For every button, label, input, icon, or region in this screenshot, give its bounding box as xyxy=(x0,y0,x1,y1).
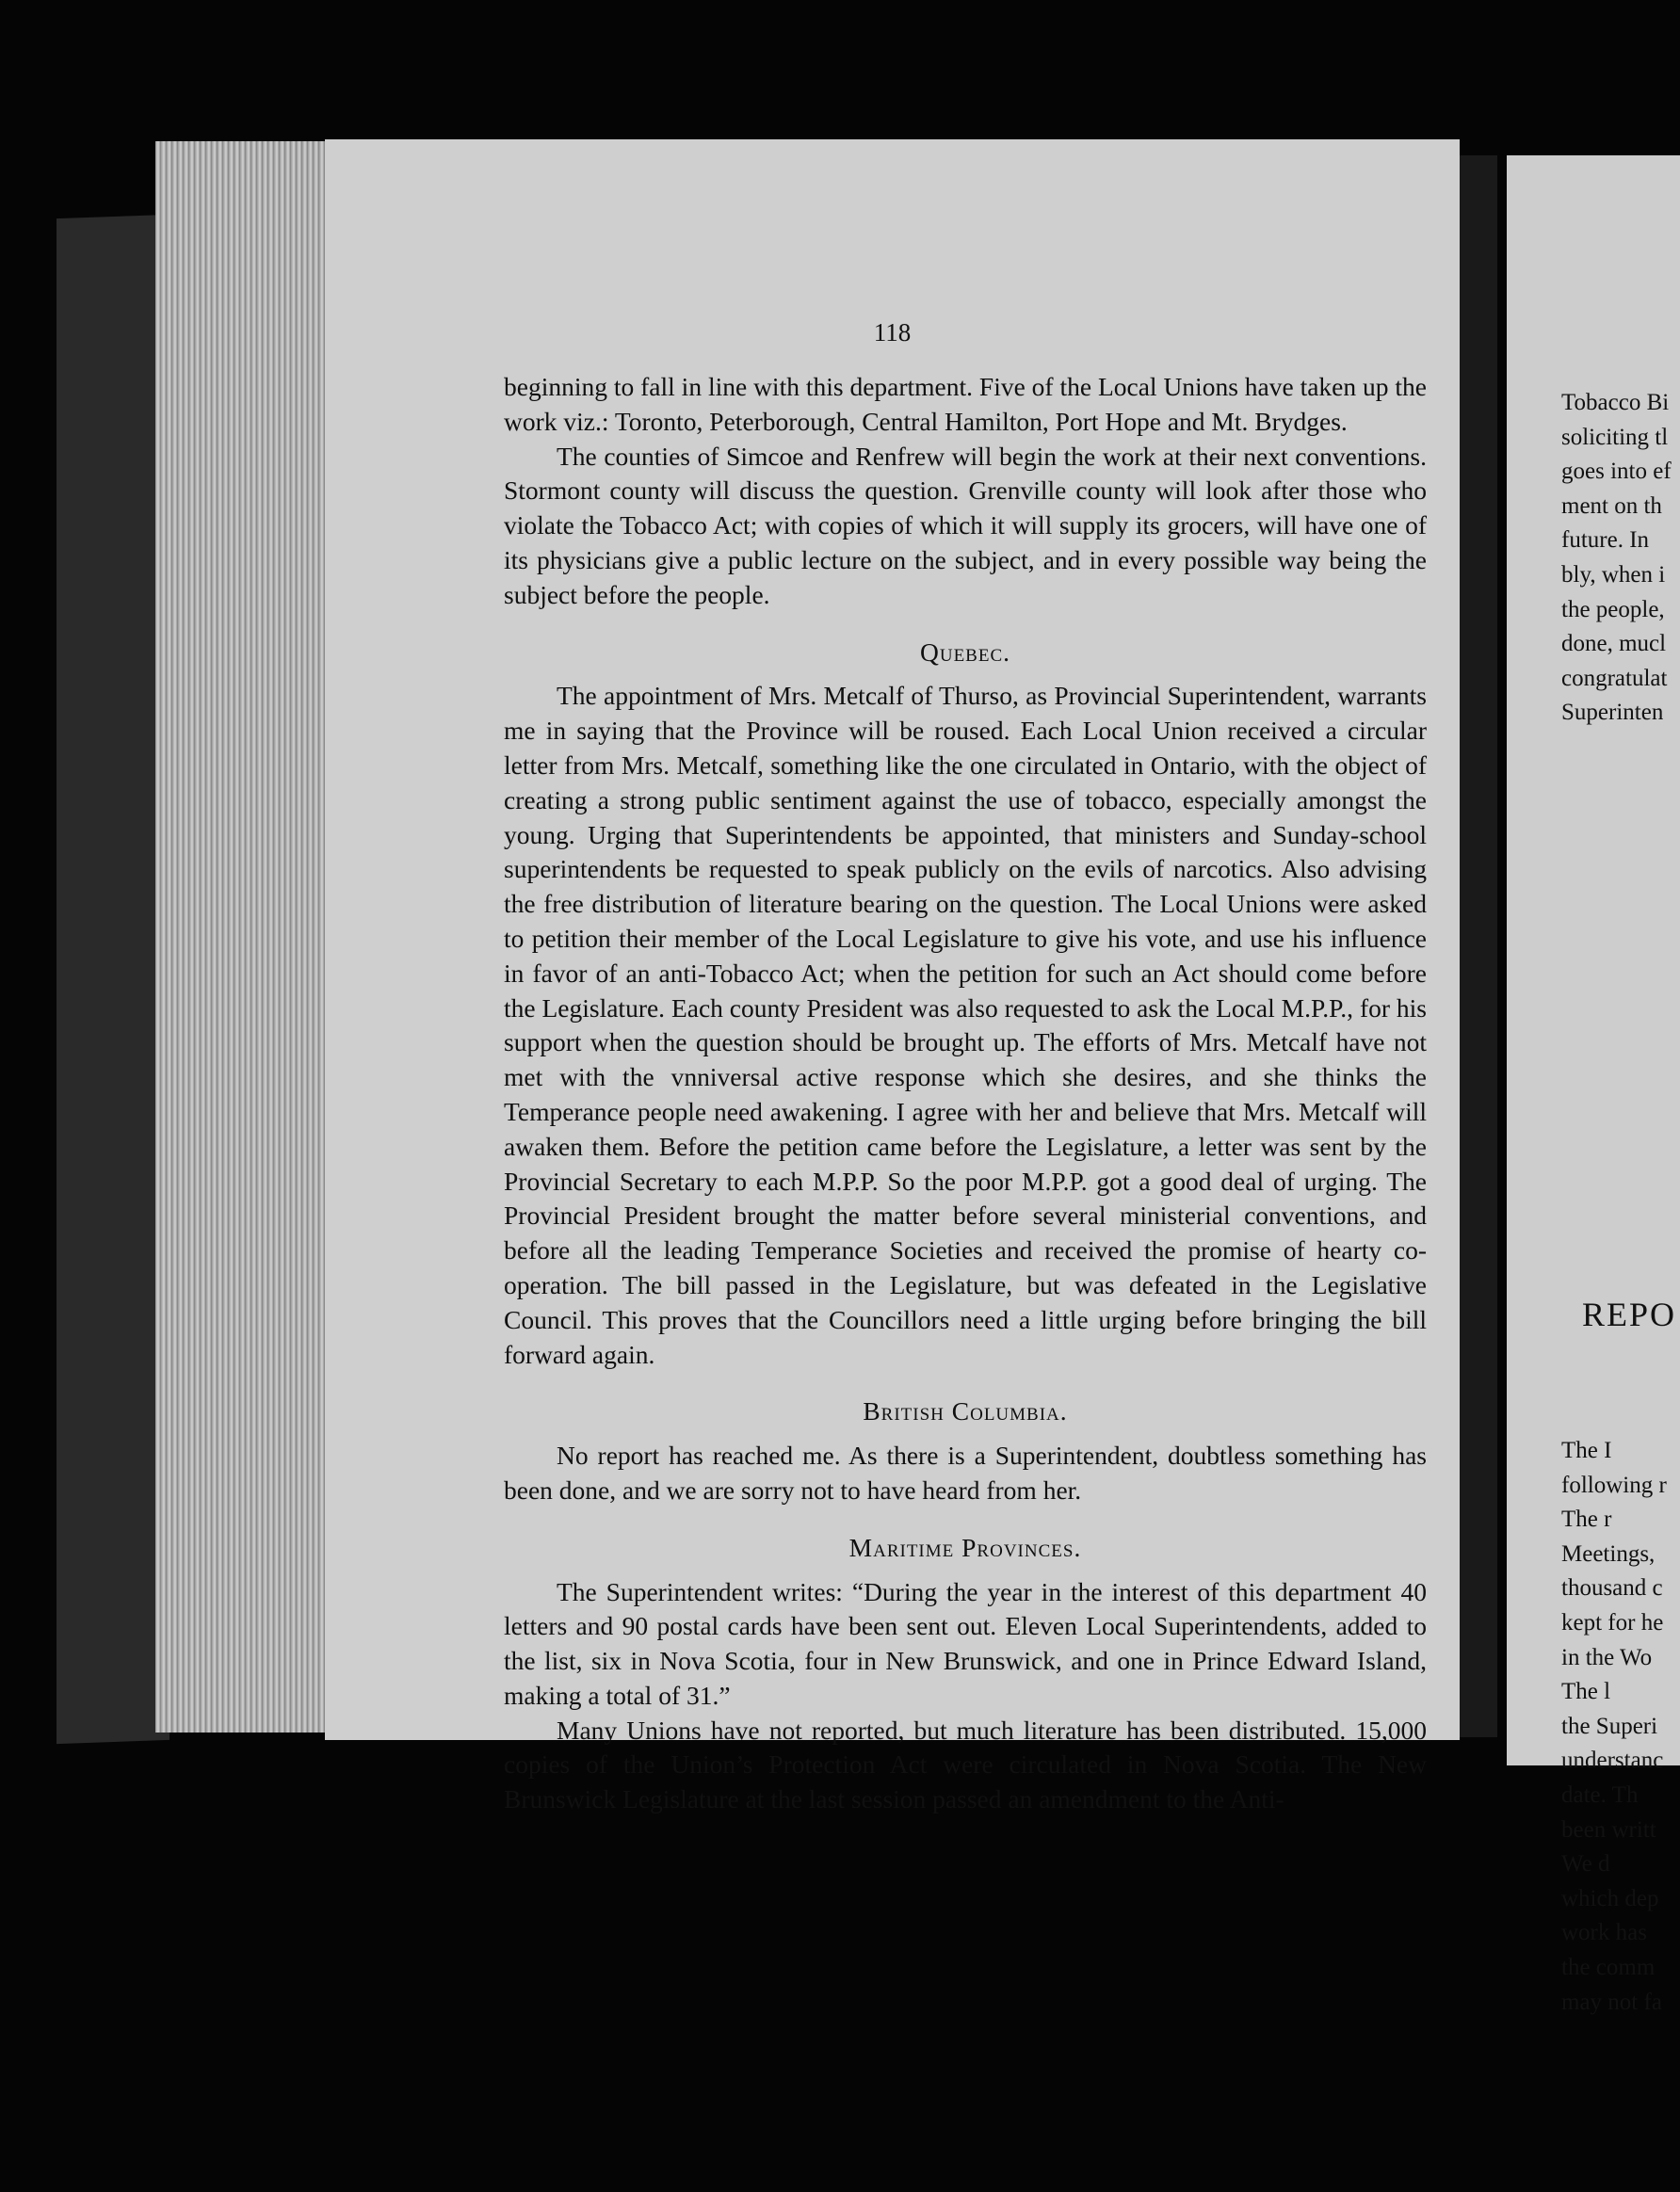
right-line: congratulat xyxy=(1561,665,1668,691)
maritime-paragraph-2: Many Unions have not reported, but much literature has been distributed. 15,000 copies of the Union’s Protection Act were circulated in Nova Scotia. The New Brunswick Legislature at the last session passed an amendment to the Anti- xyxy=(504,1715,1427,1814)
right-line: The r xyxy=(1561,1507,1612,1533)
right-page-fragment xyxy=(1507,155,1680,2015)
section-heading-maritime-provinces: Maritime Provinces. xyxy=(848,1532,1082,1562)
right-line: We d xyxy=(1561,1851,1610,1878)
right-line: done, mucl xyxy=(1561,631,1667,657)
intro-paragraph-2: The counties of Simcoe and Renfrew will begin the work at their next conventions. Stormont county will discuss the question. Grenville county will look after those who violate the Tobacco Act; with copies of which it will supply its grocers, will have one of its physicians give a public lecture on the subject, and in every possible way being the subject before the people. xyxy=(504,441,1427,609)
right-page-bottom-lines xyxy=(1561,1434,1667,2020)
right-line: understanc xyxy=(1561,1748,1664,1774)
right-line: bly, when i xyxy=(1561,561,1666,588)
right-line: date. Th xyxy=(1561,1781,1639,1808)
right-line: future. In xyxy=(1561,527,1650,554)
right-page-top-lines xyxy=(1561,386,1672,731)
right-line: following r xyxy=(1561,1472,1667,1498)
right-line: may not fa xyxy=(1561,1989,1662,2015)
british-columbia-paragraph: No report has reached me. As there is a Superintendent, doubtless something has been done, and we are sorry not to have heard from her. xyxy=(504,1441,1427,1505)
right-line: work has xyxy=(1561,1920,1647,1946)
right-page-heading: REPO xyxy=(1582,1296,1677,1333)
book-gutter xyxy=(1460,155,1497,1737)
right-line: the comm xyxy=(1561,1954,1656,1980)
right-line: Tobacco Bi xyxy=(1561,390,1670,415)
page-edges xyxy=(155,141,334,1733)
right-line: in the Wo xyxy=(1561,1644,1653,1670)
right-line: kept for he xyxy=(1561,1609,1664,1636)
main-page xyxy=(325,139,1460,1814)
maritime-paragraph-1: The Superintendent writes: “During the year in the interest of this department 40 letters and 90 postal cards have been sent out. Eleven Local Superintendents, added to the list, six in Nova Scotia, four in New Brunswick, and one in Prince Edward Island, making a total of 31.” xyxy=(504,1576,1427,1710)
right-line: soliciting tl xyxy=(1561,424,1669,450)
right-line: The I xyxy=(1561,1438,1612,1463)
right-line: Meetings, xyxy=(1561,1540,1656,1567)
body-text xyxy=(504,370,1427,1817)
quebec-paragraph: The appointment of Mrs. Metcalf of Thurso, as Provincial Superintendent, warrants me in saying that the Province will be roused. Each Local Union received a circular letter from Mrs. Metcalf, something like the one circulated in Ontario, with the object of creating a strong public sentiment against the use of tobacco, especially amongst the young. Urging that Superintendents be appointed, that ministers and Sunday-school superintendents be requested to speak publicly on the evils of narcotics. Also advising the free distribution of literature bearing on the question. The Local Unions were asked to petition their member of the Local Legislature to give his vote, and use his influence in favor of an anti-Tobacco Act; when the petition for such an Act should come before the Legislature. Each county President was also requested to ask the Local M.P.P., for his support when the question should be brought up. The efforts of Mrs. Metcalf have not met with the vnniversal active response which she desires, and she thinks the Temperance people need awakening. I agree with her and believe that Mrs. Metcalf will awaken them. Before the petition came before the Legislature, a letter was sent by the Provincial Secretary to each M.P.P. So the poor M.P.P. got a good deal of urging. The Provincial President brought the matter before several ministerial conventions, and before all the leading Temperance Societies and received the promise of hearty co-operation. The bill passed in the Legislature, but was defeated in the Legislative Council. This proves that the Councillors need a little urging before bringing the bill forward again. xyxy=(504,681,1427,1369)
right-line: The l xyxy=(1561,1679,1611,1705)
right-line: been writt xyxy=(1561,1816,1656,1843)
right-line: the people, xyxy=(1561,596,1665,622)
page-number: 118 xyxy=(873,318,912,347)
right-line: ment on th xyxy=(1561,492,1662,519)
right-line: goes into ef xyxy=(1561,459,1672,485)
right-line: thousand c xyxy=(1561,1575,1663,1602)
section-heading-quebec: Quebec. xyxy=(919,637,1010,667)
intro-paragraph-1: beginning to fall in line with this department. Five of the Local Unions have taken up the work viz.: Toronto, Peterborough, Central Hamilton, Port Hope and Mt. Brydges. xyxy=(504,372,1427,436)
book-shadow xyxy=(57,215,170,1744)
right-line: which dep xyxy=(1561,1885,1659,1911)
right-line: Superinten xyxy=(1561,700,1664,726)
section-heading-british-columbia: British Columbia. xyxy=(863,1396,1068,1426)
right-line: the Superi xyxy=(1561,1713,1658,1739)
